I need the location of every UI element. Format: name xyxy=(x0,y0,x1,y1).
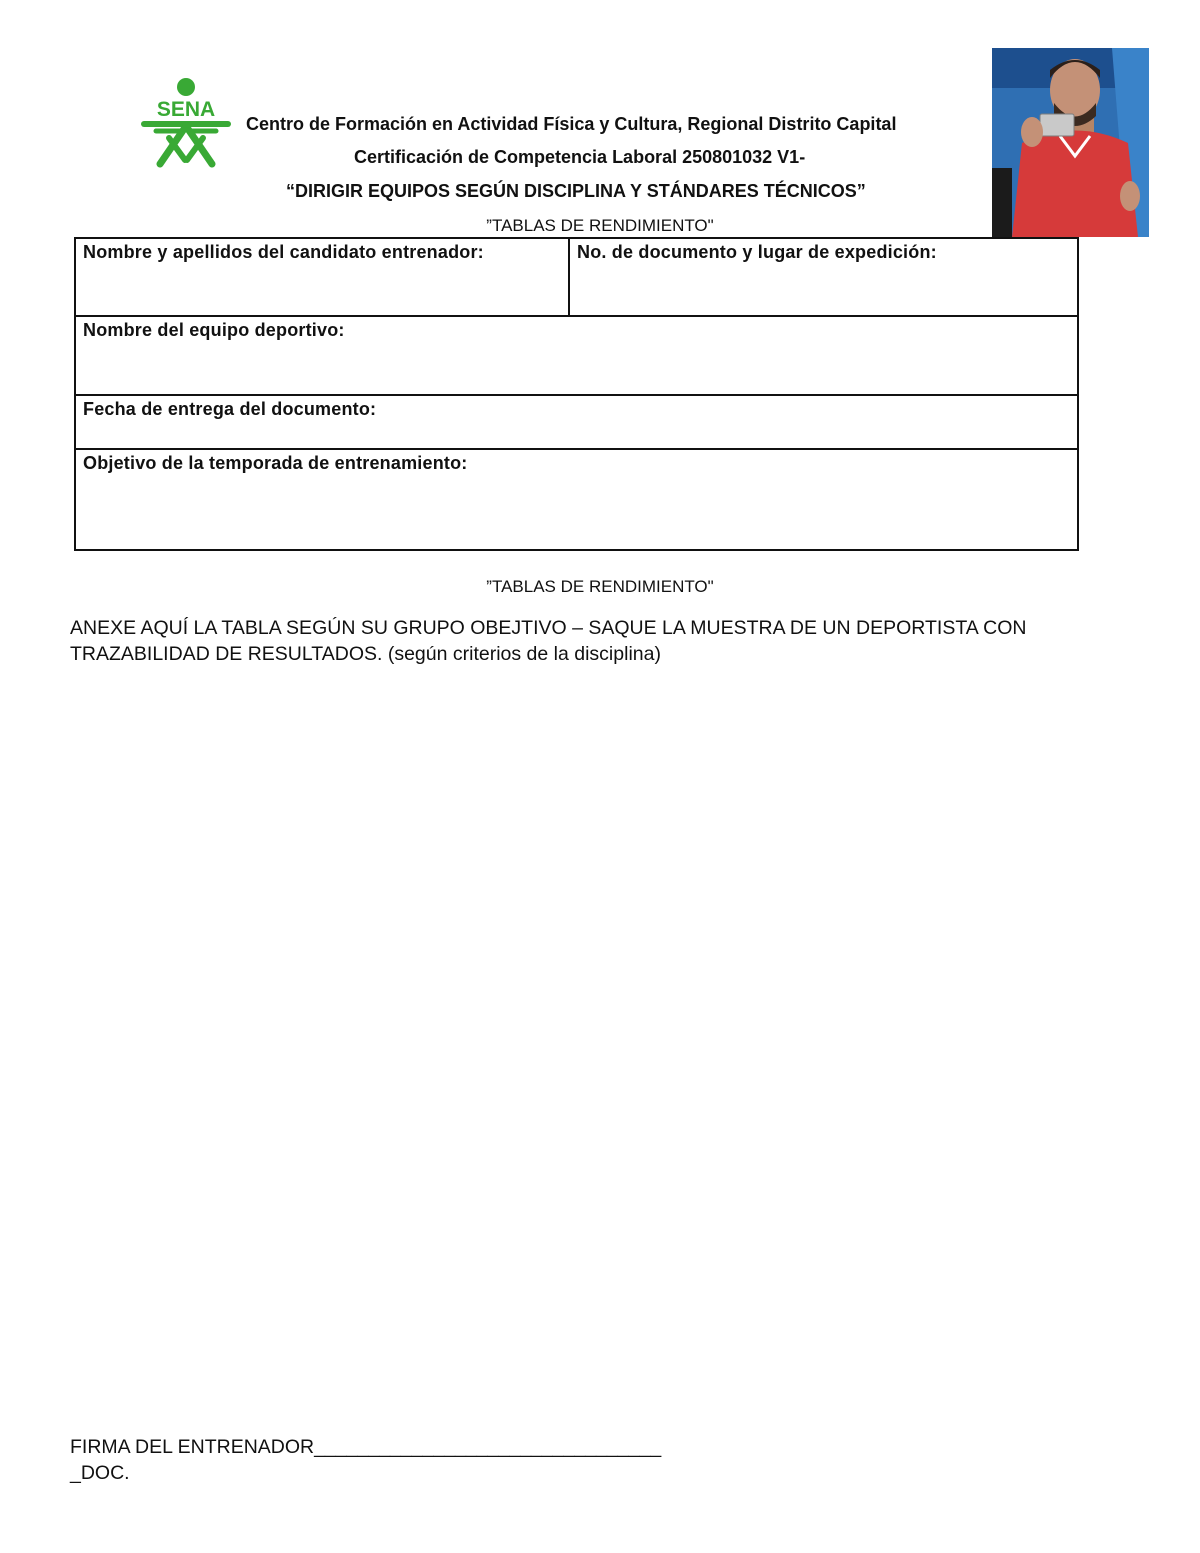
team-name-label: Nombre del equipo deportivo: xyxy=(83,320,345,340)
document-number-field[interactable] xyxy=(569,238,1078,316)
svg-text:SENA: SENA xyxy=(156,98,216,121)
signature-doc-line: _DOC. xyxy=(70,1462,130,1484)
section-title: ”TABLAS DE RENDIMIENTO" xyxy=(486,577,714,596)
candidate-name-label: Nombre y apellidos del candidato entrenador: xyxy=(83,242,484,262)
candidate-photo xyxy=(992,48,1149,237)
season-objective-field[interactable] xyxy=(75,449,1078,550)
header-certification: Certificación de Competencia Laboral 250801032 V1- xyxy=(354,147,806,167)
signature-line: FIRMA DEL ENTRENADOR________________________________ xyxy=(70,1436,662,1458)
header-center-name: Centro de Formación en Actividad Física y Cultura, Regional Distrito Capital xyxy=(246,114,897,134)
delivery-date-field[interactable] xyxy=(75,395,1078,449)
annex-instructions: ANEXE AQUÍ LA TABLA SEGÚN SU GRUPO OBEJTIVO – SAQUE LA MUESTRA DE UN DEPORTISTA CON TRAZABILIDAD DE RESULTADOS. (según criterios de la disciplina) xyxy=(70,617,1027,665)
season-objective-label: Objetivo de la temporada de entrenamiento: xyxy=(83,453,468,473)
sena-logo xyxy=(138,76,234,170)
delivery-date-label: Fecha de entrega del documento: xyxy=(83,399,377,419)
header-competency-title: “DIRIGIR EQUIPOS SEGÚN DISCIPLINA Y STÁNDARES TÉCNICOS” xyxy=(286,181,866,201)
trainer-signature-block xyxy=(70,1434,661,1486)
team-name-field[interactable] xyxy=(75,316,1078,395)
document-number-label: No. de documento y lugar de expedición: xyxy=(577,242,937,262)
candidate-info-table xyxy=(74,237,1079,551)
document-subtitle: ”TABLAS DE RENDIMIENTO" xyxy=(486,216,714,235)
candidate-name-field[interactable] xyxy=(75,238,569,316)
